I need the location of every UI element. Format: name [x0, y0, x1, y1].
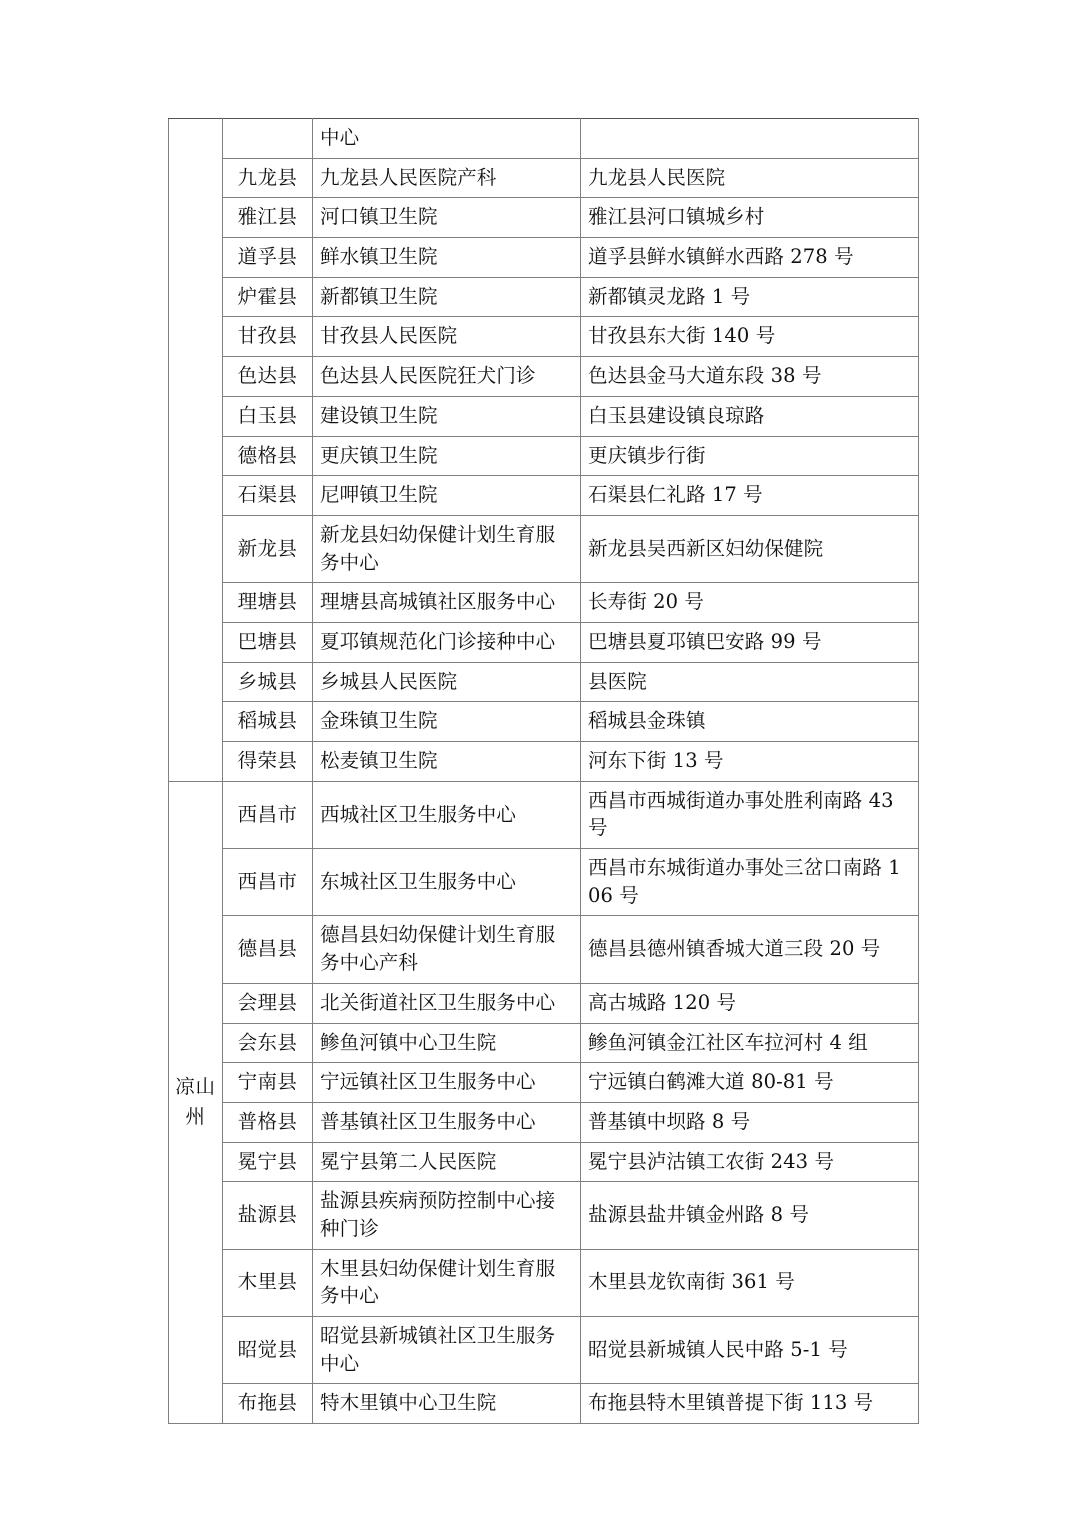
- county-cell: 木里县: [223, 1249, 313, 1316]
- table-body: [169, 119, 919, 1424]
- address-cell: 昭觉县新城镇人民中路 5-1 号: [581, 1317, 919, 1384]
- clinic-name-cell: 北关街道社区卫生服务中心: [313, 983, 581, 1023]
- table-row: [169, 277, 919, 317]
- address-cell: 普基镇中坝路 8 号: [581, 1102, 919, 1142]
- address-cell: 石渠县仁礼路 17 号: [581, 476, 919, 516]
- address-cell: 布拖县特木里镇普提下街 113 号: [581, 1384, 919, 1424]
- county-cell: 冕宁县: [223, 1142, 313, 1182]
- clinic-name-cell: 东城社区卫生服务中心: [313, 849, 581, 916]
- table-row: [169, 662, 919, 702]
- clinic-name-cell: 西城社区卫生服务中心: [313, 781, 581, 848]
- clinic-name-cell: 更庆镇卫生院: [313, 436, 581, 476]
- clinic-name-cell: 盐源县疾病预防控制中心接种门诊: [313, 1182, 581, 1249]
- address-cell: 色达县金马大道东段 38 号: [581, 357, 919, 397]
- clinic-name-cell: 木里县妇幼保健计划生育服务中心: [313, 1249, 581, 1316]
- county-cell: 西昌市: [223, 781, 313, 848]
- table-row: [169, 515, 919, 582]
- address-cell: 新都镇灵龙路 1 号: [581, 277, 919, 317]
- address-cell: 西昌市东城街道办事处三岔口南路 106 号: [581, 849, 919, 916]
- table-row: [169, 1102, 919, 1142]
- clinic-name-cell: 昭觉县新城镇社区卫生服务中心: [313, 1317, 581, 1384]
- address-cell: 盐源县盐井镇金州路 8 号: [581, 1182, 919, 1249]
- table-row: [169, 1023, 919, 1063]
- table-row: [169, 781, 919, 848]
- county-cell: 西昌市: [223, 849, 313, 916]
- address-cell: [581, 119, 919, 159]
- county-cell: 石渠县: [223, 476, 313, 516]
- clinic-name-cell: 河口镇卫生院: [313, 198, 581, 238]
- county-cell: 宁南县: [223, 1063, 313, 1103]
- clinic-name-cell: 甘孜县人民医院: [313, 317, 581, 357]
- county-cell: 德昌县: [223, 916, 313, 983]
- clinic-name-cell: 鲜水镇卫生院: [313, 238, 581, 278]
- table-row: [169, 317, 919, 357]
- county-cell: [223, 119, 313, 159]
- address-cell: 德昌县德州镇香城大道三段 20 号: [581, 916, 919, 983]
- clinic-name-cell: 金珠镇卫生院: [313, 702, 581, 742]
- county-cell: 乡城县: [223, 662, 313, 702]
- clinic-name-cell: 尼呷镇卫生院: [313, 476, 581, 516]
- table-row: [169, 702, 919, 742]
- county-cell: 布拖县: [223, 1384, 313, 1424]
- county-cell: 会东县: [223, 1023, 313, 1063]
- clinic-name-cell: 中心: [313, 119, 581, 159]
- clinic-name-cell: 新龙县妇幼保健计划生育服务中心: [313, 515, 581, 582]
- county-cell: 炉霍县: [223, 277, 313, 317]
- address-cell: 雅江县河口镇城乡村: [581, 198, 919, 238]
- table-row: [169, 1142, 919, 1182]
- county-cell: 道孚县: [223, 238, 313, 278]
- county-cell: 会理县: [223, 983, 313, 1023]
- address-cell: 河东下街 13 号: [581, 742, 919, 782]
- table-row: [169, 357, 919, 397]
- table-row: [169, 1384, 919, 1424]
- table-row: [169, 849, 919, 916]
- clinic-name-cell: 色达县人民医院狂犬门诊: [313, 357, 581, 397]
- clinic-name-cell: 九龙县人民医院产科: [313, 158, 581, 198]
- county-cell: 得荣县: [223, 742, 313, 782]
- clinic-name-cell: 理塘县高城镇社区服务中心: [313, 583, 581, 623]
- table-row: [169, 476, 919, 516]
- county-cell: 昭觉县: [223, 1317, 313, 1384]
- clinic-name-cell: 普基镇社区卫生服务中心: [313, 1102, 581, 1142]
- county-cell: 九龙县: [223, 158, 313, 198]
- clinic-name-cell: 新都镇卫生院: [313, 277, 581, 317]
- table-row: [169, 1063, 919, 1103]
- clinic-name-cell: 建设镇卫生院: [313, 396, 581, 436]
- address-cell: 宁远镇白鹤滩大道 80-81 号: [581, 1063, 919, 1103]
- address-cell: 白玉县建设镇良琼路: [581, 396, 919, 436]
- county-cell: 甘孜县: [223, 317, 313, 357]
- county-cell: 白玉县: [223, 396, 313, 436]
- address-cell: 九龙县人民医院: [581, 158, 919, 198]
- clinic-name-cell: 夏邛镇规范化门诊接种中心: [313, 622, 581, 662]
- clinic-name-cell: 德昌县妇幼保健计划生育服务中心产科: [313, 916, 581, 983]
- address-cell: 鲹鱼河镇金江社区车拉河村 4 组: [581, 1023, 919, 1063]
- county-cell: 稻城县: [223, 702, 313, 742]
- address-cell: 冕宁县泸沽镇工农街 243 号: [581, 1142, 919, 1182]
- table-row: [169, 119, 919, 159]
- clinic-name-cell: 乡城县人民医院: [313, 662, 581, 702]
- address-cell: 高古城路 120 号: [581, 983, 919, 1023]
- table-row: [169, 158, 919, 198]
- clinic-name-cell: 冕宁县第二人民医院: [313, 1142, 581, 1182]
- address-cell: 木里县龙钦南街 361 号: [581, 1249, 919, 1316]
- county-cell: 盐源县: [223, 1182, 313, 1249]
- clinic-name-cell: 鲹鱼河镇中心卫生院: [313, 1023, 581, 1063]
- county-cell: 理塘县: [223, 583, 313, 623]
- address-cell: 巴塘县夏邛镇巴安路 99 号: [581, 622, 919, 662]
- county-cell: 巴塘县: [223, 622, 313, 662]
- table-row: [169, 1317, 919, 1384]
- county-cell: 德格县: [223, 436, 313, 476]
- clinic-name-cell: 松麦镇卫生院: [313, 742, 581, 782]
- vaccination-clinics-table: [168, 118, 919, 1424]
- table-row: [169, 198, 919, 238]
- region-cell: [169, 119, 223, 782]
- table-row: [169, 436, 919, 476]
- table-row: [169, 622, 919, 662]
- address-cell: 长寿街 20 号: [581, 583, 919, 623]
- table-row: [169, 1182, 919, 1249]
- county-cell: 普格县: [223, 1102, 313, 1142]
- table-row: [169, 583, 919, 623]
- table-row: [169, 396, 919, 436]
- address-cell: 道孚县鲜水镇鲜水西路 278 号: [581, 238, 919, 278]
- table-row: [169, 742, 919, 782]
- region-cell: [169, 781, 223, 1423]
- county-cell: 雅江县: [223, 198, 313, 238]
- table-row: [169, 238, 919, 278]
- address-cell: 更庆镇步行街: [581, 436, 919, 476]
- clinic-name-cell: 特木里镇中心卫生院: [313, 1384, 581, 1424]
- region-label: 凉山州: [175, 1075, 216, 1129]
- table-row: [169, 983, 919, 1023]
- table-row: [169, 916, 919, 983]
- address-cell: 新龙县吴西新区妇幼保健院: [581, 515, 919, 582]
- clinic-name-cell: 宁远镇社区卫生服务中心: [313, 1063, 581, 1103]
- address-cell: 稻城县金珠镇: [581, 702, 919, 742]
- address-cell: 西昌市西城街道办事处胜利南路 43 号: [581, 781, 919, 848]
- table-row: [169, 1249, 919, 1316]
- county-cell: 色达县: [223, 357, 313, 397]
- address-cell: 县医院: [581, 662, 919, 702]
- county-cell: 新龙县: [223, 515, 313, 582]
- address-cell: 甘孜县东大街 140 号: [581, 317, 919, 357]
